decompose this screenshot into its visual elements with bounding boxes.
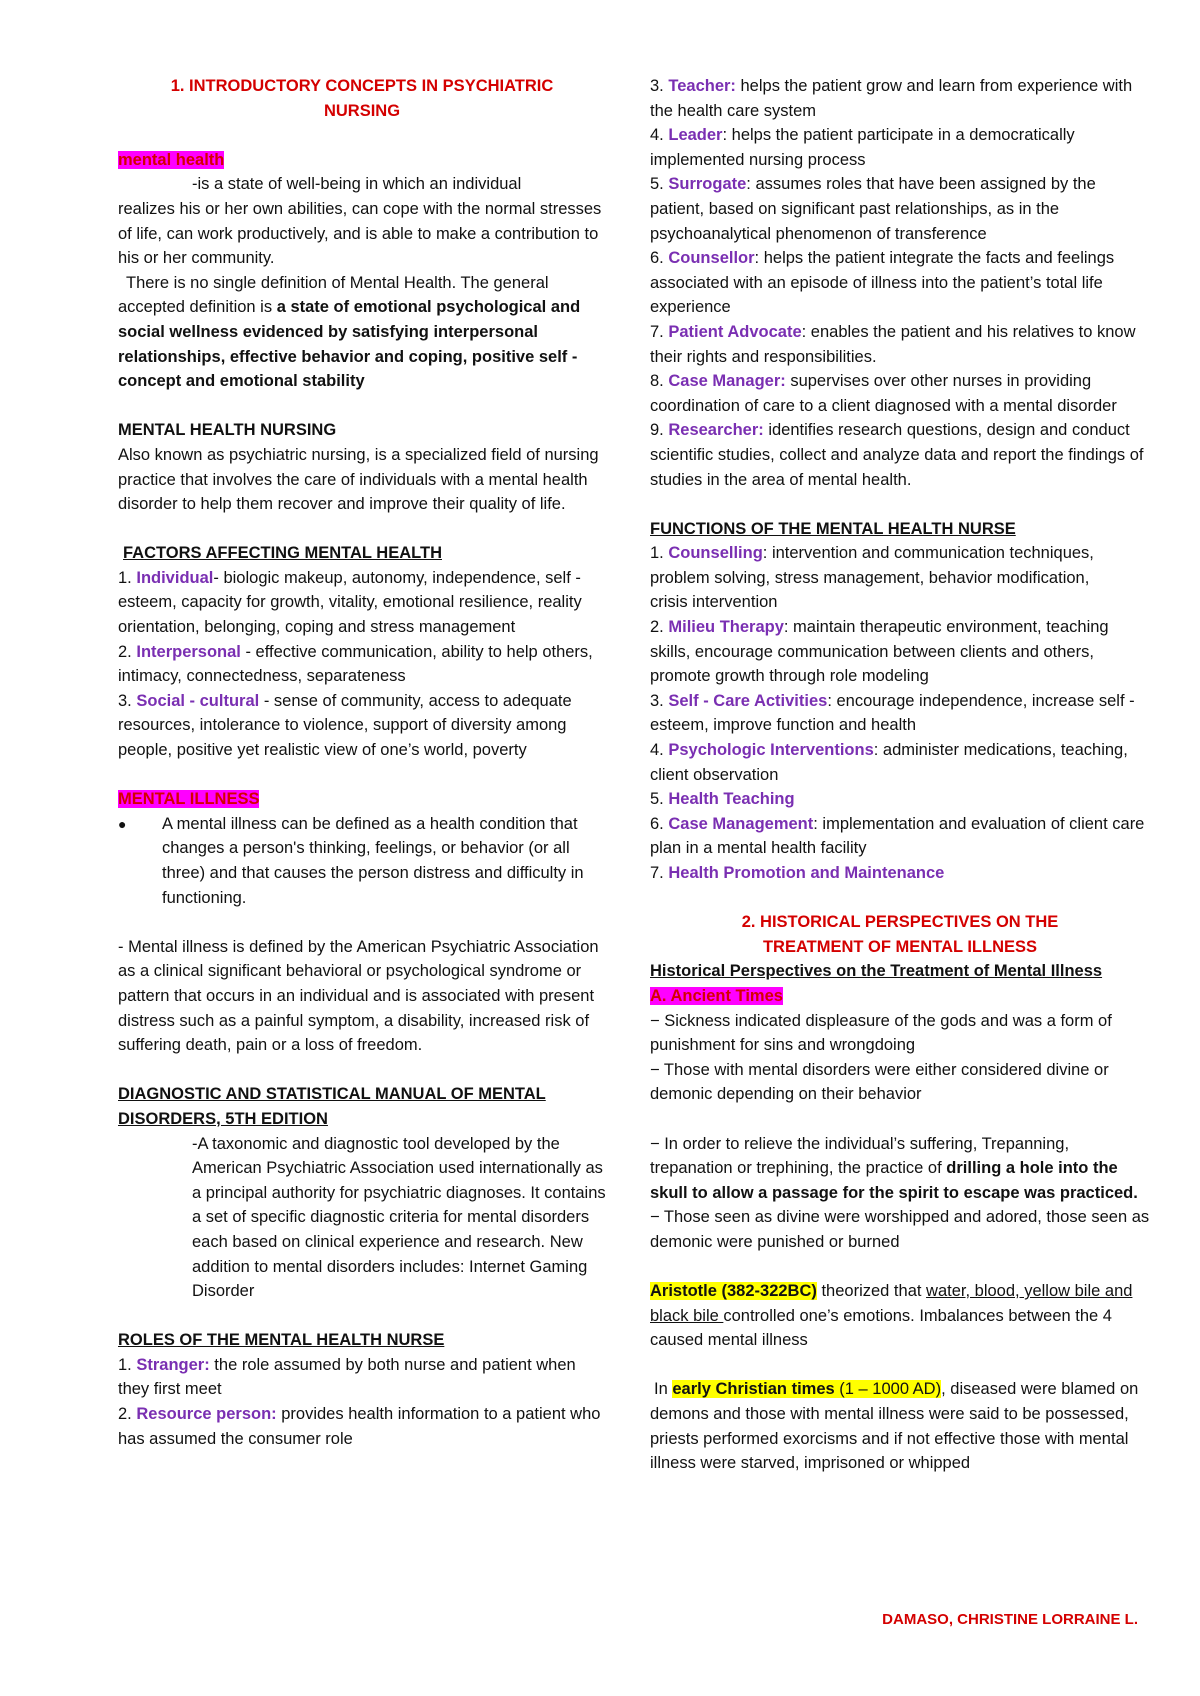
item-term: Case Management	[668, 814, 814, 833]
item-term: Teacher:	[668, 77, 736, 95]
item-text: : helps the patient participate in a democratically implemented nursing process	[650, 126, 1075, 169]
dsm-heading	[118, 1082, 606, 1131]
item-term: Counsellor	[668, 249, 755, 268]
item-text: : implementation and evaluation of client care plan in a mental health facility	[650, 814, 1145, 858]
role-item	[650, 320, 1150, 369]
item-term: Interpersonal	[136, 642, 241, 661]
function-item	[650, 689, 1150, 738]
ancient-point-1: − Sickness indicated displeasure of the gods and was a form of punishment for sins and wrongdoing	[650, 1011, 1112, 1055]
christian-pre: In	[654, 1380, 673, 1399]
item-term: Surrogate	[668, 175, 747, 194]
factor-item	[118, 566, 606, 640]
factors-heading: FACTORS AFFECTING MENTAL HEALTH	[123, 544, 442, 563]
aristotle-mid: theorized that	[816, 1282, 927, 1301]
factor-item	[118, 640, 606, 689]
role-item	[118, 1353, 606, 1402]
role-item	[650, 369, 1150, 418]
item-number: 5.	[650, 790, 669, 809]
aristotle-post: controlled one’s emotions. Imbalances between the 4 caused mental illness	[650, 1306, 1112, 1350]
mental-health-def-line1: -is a state of well-being in which an individual	[192, 175, 522, 194]
item-text: - biologic makeup, autonomy, independence, self - esteem, capacity for growth, vitality, emotional resilience, reality orientation, belonging, coping and stress management	[118, 568, 582, 637]
item-text: : enables the patient and his relatives to know their rights and responsibilities.	[650, 322, 1136, 366]
author-signature: DAMASO, CHRISTINE LORRAINE L.	[882, 1611, 1138, 1628]
item-text: - sense of community, access to adequate resources, intolerance to violence, support of diversity among people, positive yet realistic view of one’s world, poverty	[118, 691, 572, 760]
mental-health-def-rest: realizes his or her own abilities, can cope with the normal stresses of life, can work productively, and is able to make a contribution to his or her community.	[118, 199, 602, 268]
mhn-heading: MENTAL HEALTH NURSING	[118, 421, 337, 440]
ancient-point-2: − Those with mental disorders were either considered divine or demonic depending on their behavior	[650, 1060, 1109, 1104]
dsm-heading-line2: DISORDERS, 5TH EDITION	[118, 1109, 328, 1128]
aristotle-paragraph	[650, 1279, 1150, 1353]
item-term: Individual	[136, 568, 214, 587]
christian-post: , diseased were blamed on demons and those with mental illness were said to be possessed, priests performed exorcisms and if not effective those with mental illness were starved, imprisoned or whipped	[650, 1380, 1139, 1473]
section-2-title	[650, 910, 1150, 959]
mi-apa-definition: - Mental illness is defined by the American Psychiatric Association as a clinical significant behavioral or psychological syndrome or pattern that occurs in an individual and is associated with present distress such as a painful symptom, a disability, increased risk of suffering death, pain or a loss of freedom.	[118, 937, 599, 1055]
mental-illness-term: MENTAL ILLNESS	[118, 790, 260, 809]
function-item	[650, 541, 1150, 590]
functions-heading: FUNCTIONS OF THE MENTAL HEALTH NURSE	[650, 519, 1016, 538]
item-number: 3.	[118, 691, 137, 710]
item-term: Counselling	[668, 544, 763, 563]
item-number: 2.	[118, 642, 137, 661]
item-number: 1.	[118, 1355, 137, 1374]
item-term: Health Promotion and Maintenance	[668, 864, 945, 882]
item-term: Social - cultural	[136, 691, 260, 710]
item-term: Psychologic Interventions	[668, 741, 874, 760]
function-item	[650, 787, 1150, 812]
item-text: : encourage independence, increase self - esteem, improve function and health	[650, 691, 1135, 735]
role-item	[650, 246, 1150, 320]
christian-term: early Christian times	[672, 1380, 835, 1399]
dsm-text: -A taxonomic and diagnostic tool developed by the American Psychiatric Association used internationally as a principal authority for psychiatric diagnoses. It contains a set of specific diagnostic criteria for mental disorders each based on clinical experience and research. New addition to mental disorders includes: Internet Gaming Disorder	[192, 1134, 606, 1301]
item-text: helps the patient grow and learn from experience with the health care system	[650, 77, 1133, 120]
general-definition	[118, 271, 606, 394]
role-item	[650, 172, 1150, 246]
title-line-2: NURSING	[323, 101, 401, 120]
hist-subheading: Historical Perspectives on the Treatment of Mental Illness	[650, 962, 1103, 981]
general-def-bold: a state of emotional psychological and social wellness evidenced by satisfying interpersonal relationships, effective behavior and coping, positive self - concept and emotional stability	[118, 298, 581, 391]
ancient-times-term: A. Ancient Times	[650, 986, 783, 1005]
functions-list	[650, 541, 1150, 885]
role-item	[650, 418, 1150, 492]
item-text: crisis intervention	[650, 593, 778, 612]
roles-list-left	[118, 1353, 606, 1451]
ancient-point-3: − Those seen as divine were worshipped and adored, those seen as demonic were punished or burned	[650, 1208, 1150, 1251]
item-number: 5.	[650, 175, 669, 194]
item-number: 6.	[650, 814, 669, 833]
christian-paragraph	[650, 1377, 1150, 1475]
function-item	[650, 738, 1150, 787]
trepan-text: − In order to relieve the individual’s suffering, Trepanning, trepanation or trephining, the practice of	[650, 1134, 1070, 1178]
item-number: 9.	[650, 421, 669, 440]
item-term: Self - Care Activities	[668, 691, 828, 710]
aristotle-term: Aristotle (382-322BC)	[650, 1282, 817, 1301]
mhn-text: Also known as psychiatric nursing, is a specialized field of nursing practice that involves the care of individuals with a mental health disorder to help them recover and improve their quality of life.	[118, 445, 599, 514]
item-number: 2.	[650, 618, 669, 637]
aristotle-humors: water, blood, yellow bile and black bile	[650, 1282, 1133, 1325]
item-term: Case Manager:	[668, 372, 786, 391]
item-number: 3.	[650, 691, 669, 710]
dsm-heading-line1: DIAGNOSTIC AND STATISTICAL MANUAL OF MENTAL	[118, 1085, 546, 1104]
mental-health-term: mental health	[118, 150, 225, 169]
item-term: Stranger:	[136, 1355, 210, 1374]
factor-item	[118, 689, 606, 763]
hist-title-line2: TREATMENT OF MENTAL ILLNESS	[762, 937, 1038, 956]
item-text: the role assumed by both nurse and patient when they first meet	[118, 1355, 576, 1399]
item-number: 7.	[650, 322, 669, 341]
section-1-title	[118, 74, 606, 123]
item-text: provides health information to a patient who has assumed the consumer role	[118, 1405, 601, 1448]
general-def-text: There is no single definition of Mental Health. The general accepted definition is	[118, 273, 549, 317]
item-text: : assumes roles that have been assigned by the patient, based on significant past relationships, as in the psychoanalytical phenomenon of transference	[650, 175, 1096, 243]
christian-dates: (1 – 1000 AD)	[834, 1380, 942, 1399]
trepanning-point	[650, 1132, 1150, 1206]
item-term: Milieu Therapy	[668, 618, 784, 637]
title-line-1: 1. INTRODUCTORY CONCEPTS IN PSYCHIATRIC	[170, 77, 554, 95]
mental-illness-bullet	[118, 812, 606, 910]
function-item	[650, 590, 1150, 615]
item-number: 4.	[650, 741, 669, 760]
item-text: : administer medications, teaching, client observation	[650, 741, 1128, 784]
mi-bullet-text: A mental illness can be defined as a health condition that changes a person's thinking, feelings, or behavior (or all three) and that causes the person distress and difficulty in functioning.	[162, 814, 584, 907]
role-item	[650, 123, 1150, 172]
function-item	[650, 812, 1150, 861]
item-text: : helps the patient integrate the facts and feelings associated with an episode of illness into the patient’s total life experience	[650, 249, 1115, 317]
item-text: - effective communication, ability to help others, intimacy, connectedness, separateness	[118, 642, 593, 686]
item-number: 7.	[650, 864, 669, 882]
item-term: Resource person:	[136, 1405, 277, 1424]
left-column	[118, 74, 606, 1451]
roles-heading: ROLES OF THE MENTAL HEALTH NURSE	[118, 1331, 445, 1350]
item-number: 3.	[650, 77, 669, 95]
item-term: Leader	[668, 126, 723, 145]
item-term: Health Teaching	[668, 790, 795, 809]
item-text: identifies research questions, design and conduct scientific studies, collect and analyze data and report the findings of studies in the area of mental health.	[650, 421, 1144, 489]
item-number: 1.	[118, 568, 137, 587]
roles-list-right	[650, 74, 1150, 492]
item-number: 1.	[650, 544, 669, 563]
right-column	[650, 74, 1150, 1476]
item-text: : intervention and communication techniques, problem solving, stress management, behavior modification,	[650, 544, 1094, 587]
item-number: 4.	[650, 126, 669, 145]
item-number: 2.	[118, 1405, 137, 1424]
item-text: supervises over other nurses in providing coordination of care to a client diagnosed with a mental disorder	[650, 372, 1117, 415]
bullet-dot-icon: ●	[118, 815, 127, 832]
hist-title-line1: 2. HISTORICAL PERSPECTIVES ON THE	[741, 913, 1059, 932]
function-item	[650, 861, 1150, 886]
item-term: Patient Advocate	[668, 322, 802, 341]
item-text: : maintain therapeutic environment, teaching skills, encourage communication between clients and others, promote growth through role modeling	[650, 618, 1109, 686]
factors-list	[118, 566, 606, 763]
function-item	[650, 615, 1150, 689]
item-number: 6.	[650, 249, 669, 268]
item-number: 8.	[650, 372, 669, 391]
role-item	[650, 74, 1150, 123]
item-term: Researcher:	[668, 421, 764, 440]
role-item	[118, 1402, 606, 1451]
trepan-bold: drilling a hole into the skull to allow a passage for the spirit to escape was practiced.	[650, 1159, 1138, 1202]
